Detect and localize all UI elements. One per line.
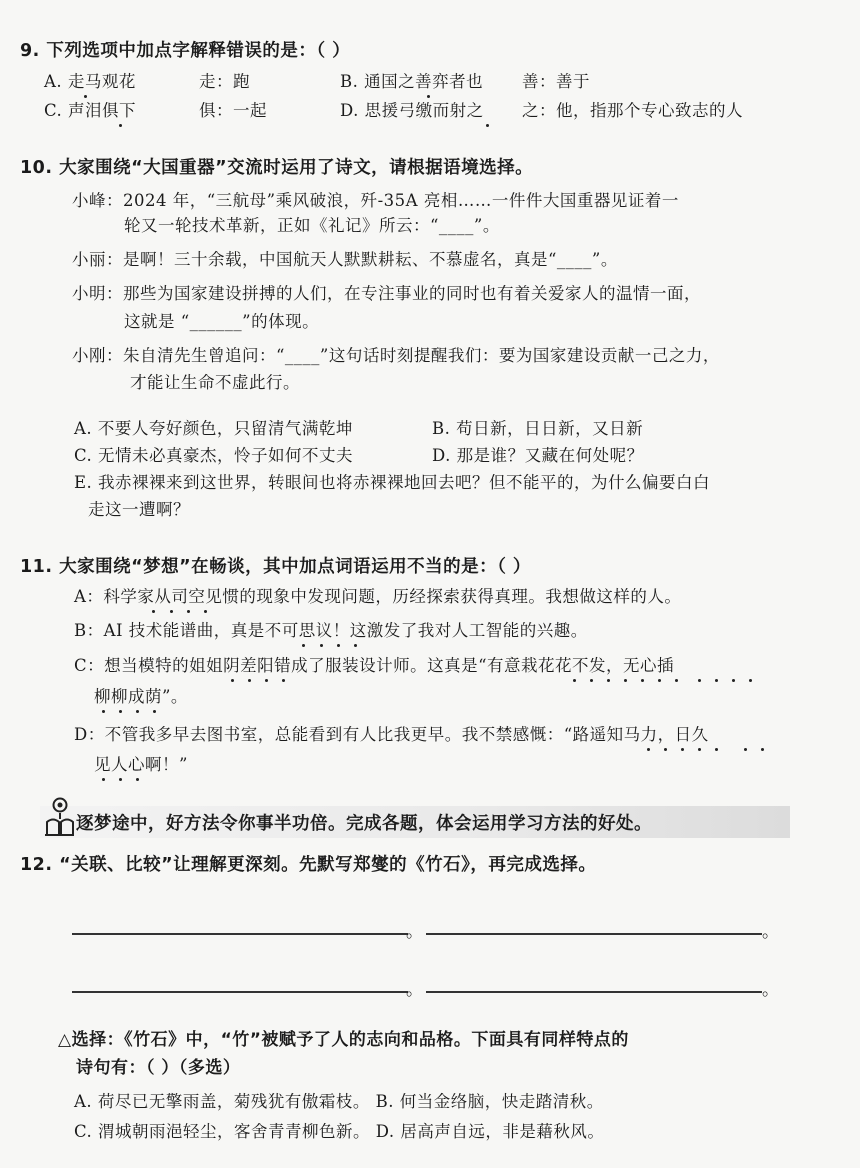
q10-option-b: B. 苟日新，日日新，又日新 <box>432 419 644 438</box>
section-banner-text: 逐梦途中，好方法令你事半功倍。完成各题，体会运用学习方法的好处。 <box>76 814 652 834</box>
q11-option-c-line-1: C：想当模特的姐姐阴差阳错成了服装设计师。这真是“有意栽花花不发，无心插 <box>74 656 675 675</box>
q9-option-c-gloss: 俱：一起 <box>199 101 267 120</box>
q10-option-e-line-1: E. 我赤裸裸来到这世界，转眼间也将赤裸裸地回去吧？但不能平的，为什么偏要白白 <box>74 473 711 492</box>
emphasis-dot <box>354 644 357 647</box>
emphasis-dot <box>302 644 305 647</box>
q11-option-a: A：科学家从司空见惯的现象中发现问题，历经探索获得真理。我想做这样的人。 <box>74 587 682 606</box>
emphasis-dot <box>119 124 122 127</box>
emphasis-dot <box>119 778 122 781</box>
emphasis-dot <box>715 748 718 751</box>
emphasis-dot <box>675 679 678 682</box>
emphasis-dot <box>102 778 105 781</box>
emphasis-dot <box>265 679 268 682</box>
emphasis-dot <box>698 679 701 682</box>
q12-choice-stem-line-2: 诗句有：（ ）（多选） <box>76 1058 241 1078</box>
emphasis-dot <box>573 679 576 682</box>
emphasis-dot <box>732 679 735 682</box>
q9-option-b: B. 通国之善弈者也 <box>340 72 484 91</box>
answer-line-1[interactable] <box>72 933 408 935</box>
emphasis-dot <box>136 710 139 713</box>
q10-xiaogang-line-1: 小刚：朱自清先生曾追问：“____”这句话时刻提醒我们：要为国家建设贡献一己之力， <box>72 346 720 365</box>
q11-option-d-line-1: D：不管我多早去图书室，总能看到有人比我更早。我不禁感慨：“路遥知马力，日久 <box>74 725 709 744</box>
emphasis-dot <box>282 679 285 682</box>
q10-option-c: C. 无情未必真豪杰，怜子如何不丈夫 <box>74 446 354 465</box>
answer-line-4-period: 。 <box>762 980 779 1000</box>
answer-line-4[interactable] <box>426 991 762 993</box>
question-9-stem: 9. 下列选项中加点字解释错误的是：（ ） <box>20 41 351 61</box>
emphasis-dot <box>204 610 207 613</box>
emphasis-dot <box>136 778 139 781</box>
emphasis-dot <box>187 610 190 613</box>
emphasis-dot <box>681 748 684 751</box>
answer-line-2[interactable] <box>426 933 762 935</box>
q11-option-b: B：AI 技术能谱曲，真是不可思议！这激发了我对人工智能的兴趣。 <box>74 621 588 640</box>
q10-xiaofeng-line-2: 轮又一轮技术革新，正如《礼记》所云：“____”。 <box>124 216 500 235</box>
question-11-stem: 11. 大家围绕“梦想”在畅谈，其中加点词语运用不当的是：（ ） <box>20 557 531 577</box>
emphasis-dot <box>84 95 87 98</box>
emphasis-dot <box>624 679 627 682</box>
emphasis-dot <box>119 710 122 713</box>
q10-option-d: D. 那是谁？又藏在何处呢？ <box>432 446 644 465</box>
emphasis-dot <box>231 679 234 682</box>
q10-option-a: A. 不要人夸好颜色，只留清气满乾坤 <box>74 419 353 438</box>
emphasis-dot <box>744 748 747 751</box>
q9-option-a-gloss: 走：跑 <box>199 72 250 91</box>
emphasis-dot <box>664 748 667 751</box>
answer-line-3[interactable] <box>72 991 408 993</box>
emphasis-dot <box>486 124 489 127</box>
q10-xiaoming-line-1: 小明：那些为国家建设拼搏的人们，在专注事业的同时也有着关爱家人的温情一面， <box>72 284 701 303</box>
q10-xiaoming-line-2: 这就是 “______”的体现。 <box>124 312 320 331</box>
emphasis-dot <box>658 679 661 682</box>
q10-option-e-line-2: 走这一遭啊？ <box>88 500 190 519</box>
emphasis-dot <box>647 748 650 751</box>
emphasis-dot <box>715 679 718 682</box>
q10-xiaofeng-line-1: 小峰：2024 年，“三航母”乘风破浪，歼-35A 亮相……一件件大国重器见证着一 <box>72 191 679 210</box>
q9-option-b-gloss: 善：善于 <box>522 72 590 91</box>
emphasis-dot <box>337 644 340 647</box>
emphasis-dot <box>698 748 701 751</box>
q9-option-c: C. 声泪俱下 <box>44 101 137 120</box>
reading-person-icon <box>44 797 74 837</box>
emphasis-dot <box>607 679 610 682</box>
answer-line-1-period: 。 <box>406 922 423 942</box>
emphasis-dot <box>427 95 430 98</box>
q9-option-d: D. 思援弓缴而射之 <box>340 101 484 120</box>
emphasis-dot <box>102 710 105 713</box>
emphasis-dot <box>152 610 155 613</box>
q10-xiaogang-line-2: 才能让生命不虚此行。 <box>130 373 300 392</box>
q9-option-a: A. 走马观花 <box>44 72 136 91</box>
q12-options-line-1: A. 荷尽已无擎雨盖，菊残犹有傲霜枝。 B. 何当金络脑，快走踏清秋。 <box>74 1092 604 1111</box>
q12-choice-stem-line-1: △选择：《竹石》中，“竹”被赋予了人的志向和品格。下面具有同样特点的 <box>58 1030 629 1050</box>
emphasis-dot <box>761 748 764 751</box>
answer-line-2-period: 。 <box>762 922 779 942</box>
emphasis-dot <box>170 610 173 613</box>
emphasis-dot <box>248 679 251 682</box>
q11-option-c-line-2: 柳柳成荫”。 <box>94 687 188 706</box>
emphasis-dot <box>590 679 593 682</box>
q11-option-d-line-2: 见人心啊！” <box>94 755 188 774</box>
q10-xiaoli: 小丽：是啊！三十余载，中国航天人默默耕耘、不慕虚名，真是“____”。 <box>72 250 618 269</box>
emphasis-dot <box>749 679 752 682</box>
question-10-stem: 10. 大家围绕“大国重器”交流时运用了诗文，请根据语境选择。 <box>20 158 534 178</box>
q12-options-line-2: C. 渭城朝雨浥轻尘，客舍青青柳色新。 D. 居高声自远，非是藉秋风。 <box>74 1122 605 1141</box>
question-12-stem: 12. “关联、比较”让理解更深刻。先默写郑燮的《竹石》，再完成选择。 <box>20 855 597 875</box>
emphasis-dot <box>320 644 323 647</box>
emphasis-dot <box>153 710 156 713</box>
answer-line-3-period: 。 <box>406 980 423 1000</box>
q9-option-d-gloss: 之：他，指那个专心致志的人 <box>522 101 743 120</box>
emphasis-dot <box>641 679 644 682</box>
